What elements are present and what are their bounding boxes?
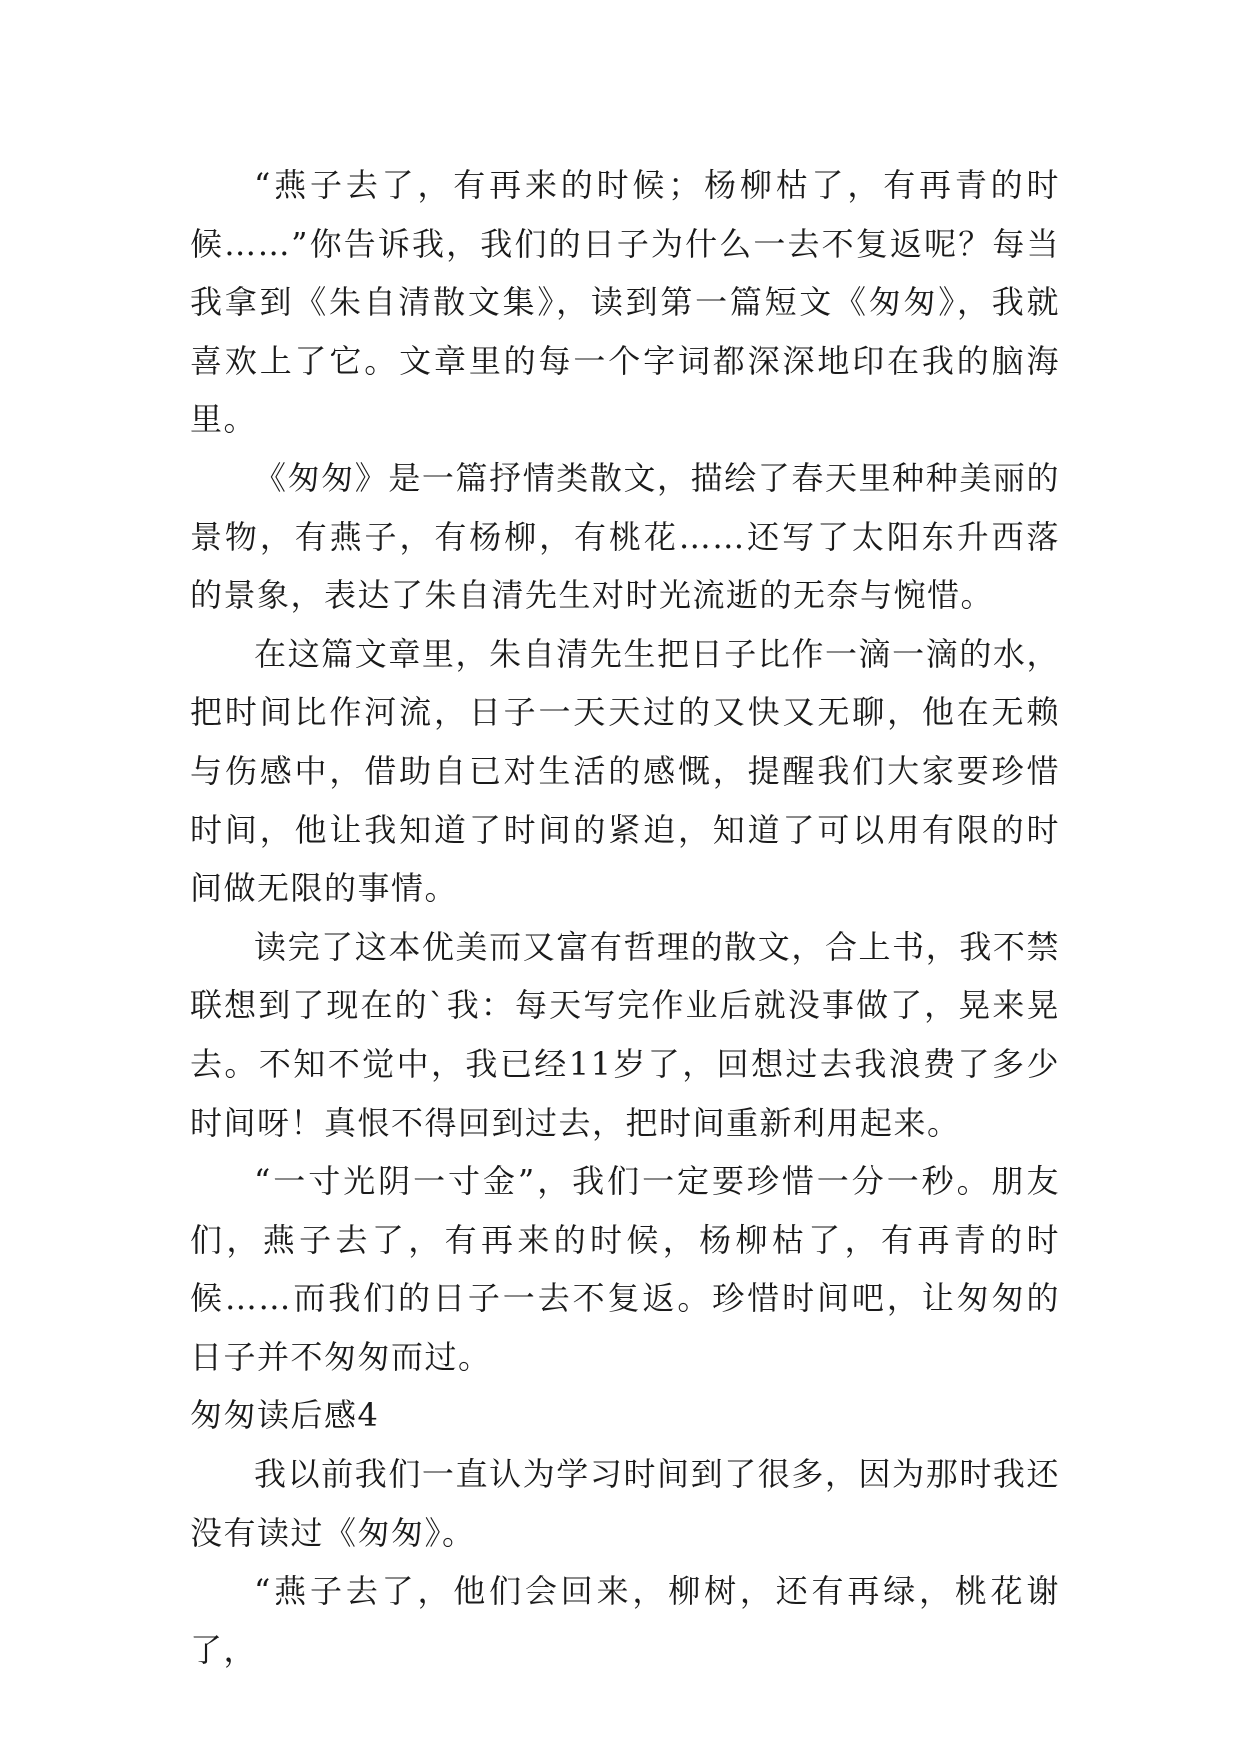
- paragraph: 读完了这本优美而又富有哲理的散文，合上书，我不禁联想到了现在的`我：每天写完作业后就没事做了，晃来晃去。不知不觉中，我已经11岁了，回想过去我浪费了多少时间呀！真恨不得回到过去，把时间重新利用起来。: [190, 927, 1060, 1142]
- paragraph: “一寸光阴一寸金”，我们一定要珍惜一分一秒。朋友们，燕子去了，有再来的时候，杨柳枯了，有再青的时候……而我们的日子一去不复返。珍惜时间吧，让匆匆的日子并不匆匆而过。: [190, 1162, 1060, 1376]
- body-text: [190, 156, 1060, 1679]
- paragraph: 在这篇文章里，朱自清先生把日子比作一滴一滴的水，把时间比作河流，日子一天天过的又快又无聊，他在无赖与伤感中，借助自已对生活的感慨，提醒我们大家要珍惜时间，他让我知道了时间的紧迫，知道了可以用有限的时间做无限的事情。: [190, 634, 1060, 908]
- paragraph: “燕子去了，他们会回来，柳树，还有再绿，桃花谢了，: [190, 1572, 1060, 1669]
- paragraph: 《匆匆》是一篇抒情类散文，描绘了春天里种种美丽的景物，有燕子，有杨柳，有桃花……还写了太阳东升西落的景象，表达了朱自清先生对时光流逝的无奈与惋惜。: [190, 458, 1060, 615]
- paragraph: “燕子去了，有再来的时候；杨柳枯了，有再青的时候……”你告诉我，我们的日子为什么一去不复返呢？每当我拿到《朱自清散文集》，读到第一篇短文《匆匆》，我就喜欢上了它。文章里的每一个字词都深深地印在我的脑海里。: [190, 166, 1060, 439]
- paragraph: 我以前我们一直认为学习时间到了很多，因为那时我还没有读过《匆匆》。: [190, 1455, 1060, 1552]
- section-heading: 匆匆读后感4: [190, 1396, 380, 1435]
